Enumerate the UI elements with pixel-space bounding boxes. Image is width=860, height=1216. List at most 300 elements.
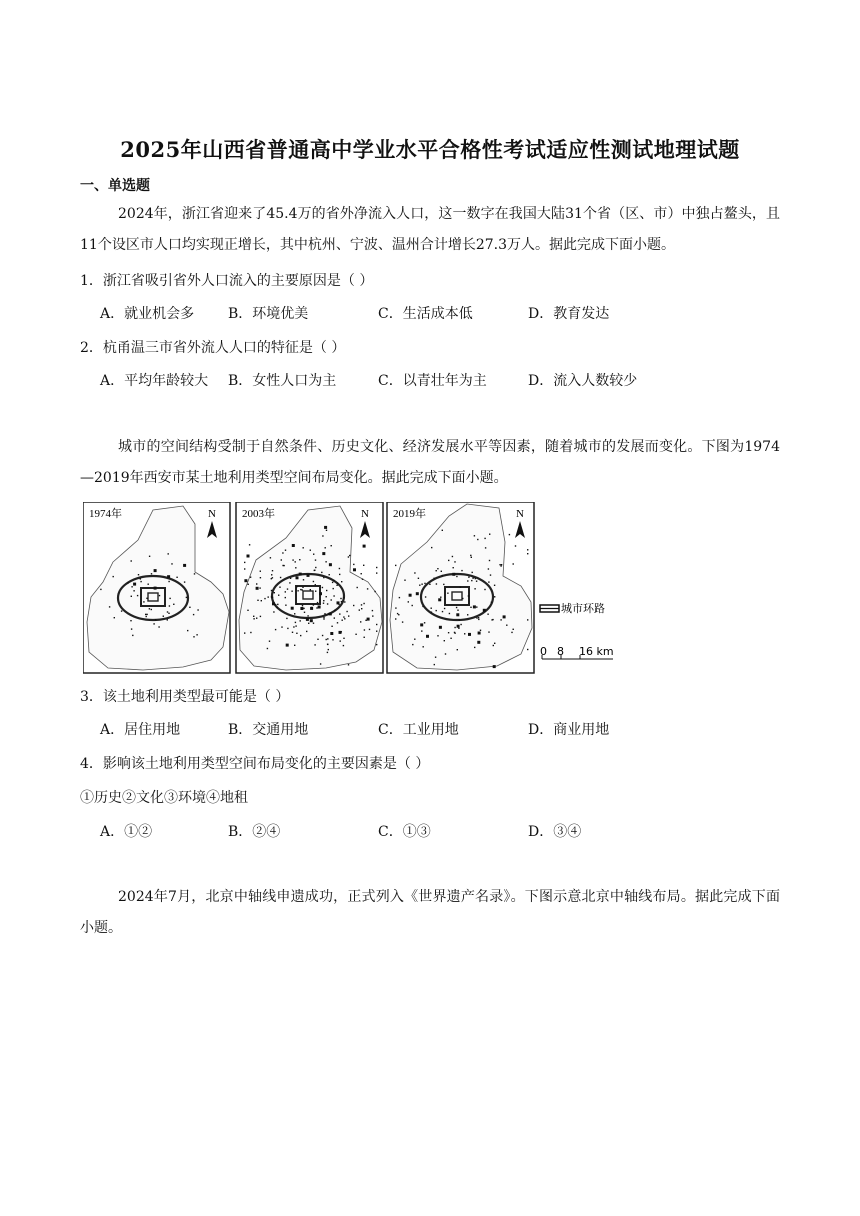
- land-use-patch: [285, 597, 286, 598]
- option-c[interactable]: C．以青壮年为主: [378, 373, 487, 389]
- question-1-options: [100, 303, 740, 325]
- land-use-patch: [285, 591, 286, 592]
- land-use-patch: [310, 550, 311, 551]
- land-use-patch: [249, 544, 250, 545]
- land-use-patch: [326, 596, 327, 597]
- land-use-patch: [490, 574, 491, 575]
- land-use-patch: [454, 633, 455, 634]
- land-use-patch: [270, 557, 271, 558]
- land-use-patch: [437, 568, 438, 569]
- land-use-patch: [163, 616, 164, 617]
- land-use-patch: [267, 648, 268, 649]
- land-use-patch: [426, 635, 429, 638]
- land-use-patch: [317, 602, 318, 603]
- land-use-patch: [286, 644, 289, 647]
- question-1-stem: 1．浙江省吸引省外人口流入的主要原因是（ ）: [80, 273, 374, 289]
- land-use-patch: [489, 534, 490, 535]
- land-use-patch: [329, 563, 332, 566]
- land-use-patch: [310, 589, 311, 590]
- land-use-patch: [323, 603, 324, 604]
- land-use-patch: [328, 649, 329, 650]
- land-use-patch: [340, 598, 341, 599]
- land-use-patch: [476, 581, 477, 582]
- land-use-patch: [148, 584, 149, 585]
- land-use-patch: [260, 616, 261, 617]
- land-use-patch: [300, 607, 303, 610]
- land-use-patch: [332, 582, 333, 583]
- land-use-patch: [275, 629, 276, 630]
- land-use-patch: [414, 639, 415, 640]
- land-use-patch: [277, 604, 278, 605]
- north-label: N: [361, 508, 369, 520]
- land-use-patch: [348, 556, 349, 557]
- land-use-patch: [295, 622, 296, 623]
- land-use-patch: [478, 619, 479, 620]
- land-use-patch: [344, 601, 345, 602]
- land-use-patch: [304, 612, 305, 613]
- land-use-patch: [355, 634, 356, 635]
- land-use-patch: [467, 614, 468, 615]
- option-b[interactable]: B．女性人口为主: [228, 373, 337, 389]
- land-use-patch: [323, 617, 324, 618]
- land-use-patch: [100, 589, 101, 590]
- land-use-patch: [322, 552, 325, 555]
- land-use-patch: [313, 623, 314, 624]
- land-use-patch: [475, 578, 476, 579]
- land-use-patch: [302, 589, 303, 590]
- land-use-patch: [468, 595, 469, 596]
- land-use-patch: [343, 638, 344, 639]
- land-use-patch: [367, 618, 370, 621]
- land-use-patch: [327, 603, 328, 604]
- land-use-patch: [487, 614, 488, 615]
- option-a[interactable]: A．①②: [100, 824, 153, 840]
- land-use-patch: [300, 589, 301, 590]
- land-use-patch: [247, 610, 248, 611]
- land-use-patch: [289, 582, 290, 583]
- land-use-patch: [314, 570, 315, 571]
- land-use-patch: [127, 582, 128, 583]
- land-use-patch: [513, 563, 514, 564]
- land-use-patch: [353, 605, 354, 606]
- land-use-patch: [395, 618, 396, 619]
- land-use-patch: [468, 577, 469, 578]
- land-use-patch: [476, 606, 477, 607]
- land-use-patch: [327, 644, 328, 645]
- land-use-patch: [444, 608, 445, 609]
- land-use-patch: [315, 559, 316, 560]
- land-use-patch: [409, 594, 412, 597]
- section-heading: 一、单选题: [80, 178, 150, 194]
- land-use-patch: [308, 623, 309, 624]
- land-use-patch: [341, 581, 342, 582]
- land-use-patch: [474, 535, 475, 536]
- land-use-patch: [499, 564, 500, 565]
- land-use-patch: [462, 598, 463, 599]
- map-panel-2019: [387, 502, 534, 673]
- land-use-patch: [448, 560, 449, 561]
- land-use-patch: [460, 624, 461, 625]
- scale-label-16: 16 km: [579, 645, 614, 658]
- land-use-patch: [503, 615, 506, 618]
- land-use-patch: [167, 619, 168, 620]
- option-c[interactable]: C．①③: [378, 824, 431, 840]
- land-use-patch: [340, 640, 341, 641]
- land-use-patch: [302, 587, 303, 588]
- land-use-patch: [336, 585, 337, 586]
- option-d[interactable]: D．③④: [528, 824, 582, 840]
- land-use-patch: [402, 621, 403, 622]
- option-a[interactable]: A．居住用地: [100, 722, 181, 738]
- land-use-patch: [292, 559, 293, 560]
- land-use-patch: [320, 663, 321, 664]
- land-use-patch: [295, 561, 296, 562]
- land-use-patch: [197, 609, 198, 610]
- panel-year-label: 2019年: [393, 508, 426, 520]
- land-use-patch: [272, 570, 273, 571]
- land-use-patch: [357, 587, 358, 588]
- land-use-patch: [363, 565, 364, 566]
- land-use-patch: [349, 555, 350, 556]
- land-use-patch: [295, 567, 296, 568]
- land-use-patch: [339, 631, 342, 634]
- land-use-patch: [452, 556, 453, 557]
- question-3-stem: 3．该土地利用类型最可能是（ ）: [80, 689, 290, 705]
- land-use-patch: [436, 610, 437, 611]
- land-use-patch: [325, 561, 326, 562]
- north-label: N: [208, 508, 216, 520]
- land-use-patch: [109, 606, 110, 607]
- land-use-patch: [186, 597, 187, 598]
- land-use-patch: [329, 612, 332, 615]
- land-use-patch: [493, 665, 496, 668]
- land-use-patch: [315, 584, 316, 585]
- land-use-patch: [494, 585, 495, 586]
- land-use-patch: [189, 607, 190, 608]
- land-use-patch: [131, 560, 132, 561]
- land-use-patch: [280, 577, 281, 578]
- land-use-patch: [253, 616, 254, 617]
- land-use-patch: [323, 600, 324, 601]
- land-use-patch: [307, 574, 310, 577]
- land-use-patch: [442, 530, 443, 531]
- land-use-patch: [283, 565, 284, 566]
- land-use-patch: [296, 586, 297, 587]
- land-use-patch: [275, 604, 276, 605]
- land-use-patch: [151, 573, 152, 574]
- scale-label-0: 0: [540, 645, 547, 658]
- land-use-patch: [438, 598, 441, 601]
- passage-2: 城市的空间结构受制于自然条件、历史文化、经济发展水平等因素，随着城市的发展而变化。下图为1974—2019年西安市某土地利用类型空间布局变化。据此完成下面小题。: [80, 439, 780, 486]
- land-use-patch: [321, 572, 322, 573]
- land-use-patch: [513, 629, 514, 630]
- land-use-patch: [274, 592, 275, 593]
- land-use-patch: [365, 620, 366, 621]
- land-use-patch: [149, 608, 150, 609]
- land-use-patch: [294, 613, 295, 614]
- land-use-patch: [452, 573, 455, 576]
- land-use-patch: [296, 576, 299, 579]
- land-use-patch: [333, 580, 334, 581]
- land-use-patch: [422, 606, 423, 607]
- land-use-patch: [327, 652, 328, 653]
- land-use-patch: [331, 626, 332, 627]
- land-use-patch: [303, 608, 304, 609]
- land-use-patch: [361, 573, 362, 574]
- land-use-patch: [362, 579, 363, 580]
- land-use-patch: [334, 610, 335, 611]
- land-use-patch: [464, 633, 465, 634]
- land-use-patch: [359, 609, 360, 610]
- land-use-patch: [445, 653, 446, 654]
- option-d[interactable]: D．教育发达: [528, 306, 610, 322]
- land-use-patch: [480, 630, 481, 631]
- question-4-stem: 4．影响该土地利用类型空间布局变化的主要因素是（ ）: [80, 756, 430, 772]
- land-use-patch: [468, 633, 471, 636]
- land-use-patch: [363, 603, 364, 604]
- land-use-patch: [353, 564, 354, 565]
- land-use-patch: [470, 607, 471, 608]
- land-use-patch: [131, 586, 132, 587]
- land-use-patch: [168, 553, 169, 554]
- land-use-patch: [488, 631, 489, 632]
- land-use-patch: [271, 578, 272, 579]
- land-use-patch: [484, 589, 485, 590]
- land-use-patch: [279, 587, 280, 588]
- land-use-patch: [324, 526, 327, 529]
- land-use-patch: [310, 607, 313, 610]
- land-use-patch: [133, 583, 136, 586]
- land-use-patch: [272, 602, 275, 605]
- land-use-patch: [457, 649, 458, 650]
- land-use-patch: [395, 607, 396, 608]
- land-use-patch: [476, 617, 477, 618]
- land-use-patch: [303, 579, 304, 580]
- land-use-patch: [328, 613, 329, 614]
- land-use-patch: [372, 615, 373, 616]
- land-use-patch: [361, 608, 362, 609]
- land-use-patch: [281, 559, 282, 560]
- land-use-patch: [145, 614, 146, 615]
- land-use-patch: [454, 627, 455, 628]
- land-use-patch: [337, 622, 338, 623]
- land-use-patch: [353, 568, 356, 571]
- land-use-patch: [132, 635, 133, 636]
- land-use-patch: [444, 640, 445, 641]
- land-use-patch: [317, 639, 318, 640]
- option-a[interactable]: A．就业机会多: [100, 306, 195, 322]
- land-use-patch: [319, 592, 322, 595]
- land-use-patch: [343, 597, 344, 598]
- land-use-patch: [248, 584, 249, 585]
- land-use-patch: [196, 634, 197, 635]
- land-use-patch: [454, 561, 455, 562]
- land-use-patch: [423, 646, 424, 647]
- land-use-patch: [247, 555, 250, 558]
- land-use-patch: [290, 578, 291, 579]
- option-a[interactable]: A．平均年龄较大: [100, 373, 209, 389]
- land-use-patch: [323, 577, 324, 578]
- land-use-patch: [334, 617, 335, 618]
- land-use-patch: [167, 611, 168, 612]
- land-use-patch: [299, 559, 300, 560]
- land-use-patch: [313, 554, 314, 555]
- land-use-patch: [146, 616, 147, 617]
- land-use-patch: [141, 603, 142, 604]
- land-use-patch: [282, 552, 283, 553]
- land-use-patch: [287, 628, 288, 629]
- land-use-patch: [261, 600, 262, 601]
- land-use-patch: [302, 605, 303, 606]
- land-use-patch: [429, 584, 430, 585]
- land-use-patch: [287, 588, 288, 589]
- land-use-patch: [404, 580, 405, 581]
- land-use-patch: [113, 576, 114, 577]
- option-d[interactable]: D．商业用地: [528, 722, 610, 738]
- land-use-patch: [511, 632, 512, 633]
- land-use-patch: [323, 618, 324, 619]
- land-use-patch: [314, 644, 315, 645]
- land-use-patch: [155, 619, 156, 620]
- option-c[interactable]: C．生活成本低: [378, 306, 473, 322]
- land-use-patch: [376, 644, 377, 645]
- land-use-patch: [485, 547, 486, 548]
- land-use-patch: [315, 591, 316, 592]
- land-use-patch: [315, 567, 316, 568]
- land-use-patch: [364, 637, 365, 638]
- land-use-patch: [488, 568, 489, 569]
- land-use-patch: [276, 607, 277, 608]
- option-d[interactable]: D．流入人数较少: [528, 373, 638, 389]
- land-use-patch: [154, 569, 157, 572]
- land-use-patch: [408, 601, 409, 602]
- land-use-patch: [183, 564, 186, 567]
- land-use-patch: [431, 608, 432, 609]
- land-use-patch: [458, 628, 459, 629]
- land-use-patch: [333, 595, 334, 596]
- land-use-patch: [293, 626, 294, 627]
- land-use-patch: [471, 557, 472, 558]
- land-use-patch: [264, 598, 265, 599]
- land-use-patch: [447, 593, 448, 594]
- land-use-patch: [257, 600, 258, 601]
- land-use-patch: [461, 570, 462, 571]
- option-b[interactable]: B．②④: [228, 824, 281, 840]
- option-c[interactable]: C．工业用地: [378, 722, 459, 738]
- land-use-patch: [431, 547, 432, 548]
- land-use-patch: [367, 588, 368, 589]
- land-use-patch: [167, 575, 170, 578]
- land-use-patch: [259, 587, 260, 588]
- land-use-patch: [332, 639, 333, 640]
- land-use-patch: [456, 607, 457, 608]
- land-use-patch: [527, 649, 528, 650]
- land-use-patch: [326, 639, 327, 640]
- land-use-patch: [176, 577, 177, 578]
- land-use-patch: [269, 641, 270, 642]
- land-use-patch: [346, 611, 347, 612]
- land-use-patch: [425, 596, 426, 597]
- land-use-patch: [158, 626, 159, 627]
- land-use-patch: [343, 616, 344, 617]
- option-b[interactable]: B．交通用地: [228, 722, 309, 738]
- land-use-patch: [143, 601, 144, 602]
- land-use-patch: [292, 632, 293, 633]
- land-use-patch: [484, 538, 485, 539]
- land-use-patch: [342, 620, 343, 621]
- land-use-patch: [459, 619, 460, 620]
- land-use-patch: [448, 632, 449, 633]
- land-use-patch: [493, 645, 494, 646]
- land-use-patch: [435, 657, 436, 658]
- land-use-patch: [154, 587, 157, 590]
- land-use-patch: [193, 614, 194, 615]
- panel-year-label: 2003年: [242, 508, 275, 520]
- land-use-patch: [326, 530, 327, 531]
- land-use-patch: [478, 617, 479, 618]
- land-use-patch: [338, 604, 339, 605]
- land-use-patch: [329, 574, 330, 575]
- land-use-patch: [137, 595, 138, 596]
- land-use-patch: [348, 664, 349, 665]
- land-use-patch: [339, 574, 340, 575]
- land-use-patch: [256, 587, 259, 590]
- land-use-patch: [310, 619, 313, 622]
- land-use-patch: [376, 572, 377, 573]
- land-use-patch: [322, 635, 323, 636]
- land-use-patch: [491, 619, 492, 620]
- land-use-patch: [398, 614, 399, 615]
- land-use-patch: [260, 577, 261, 578]
- land-use-patch: [419, 585, 420, 586]
- land-use-patch: [256, 618, 257, 619]
- question-2-stem: 2．杭甬温三市省外流人人口的特征是（ ）: [80, 340, 346, 356]
- scale-label-8: 8: [557, 645, 564, 658]
- land-use-patch: [491, 602, 492, 603]
- land-use-patch: [412, 605, 413, 606]
- land-use-patch: [244, 562, 245, 563]
- land-use-patch: [114, 617, 115, 618]
- land-use-patch: [318, 606, 319, 607]
- land-use-patch: [307, 615, 308, 616]
- land-use-patch: [442, 575, 443, 576]
- land-use-patch: [313, 604, 314, 605]
- land-use-patch: [300, 620, 301, 621]
- land-use-patch: [397, 613, 398, 614]
- land-use-patch: [159, 595, 160, 596]
- land-use-patch: [168, 581, 169, 582]
- option-b[interactable]: B．环境优美: [228, 306, 309, 322]
- land-use-patch: [421, 630, 422, 631]
- land-use-patch: [294, 645, 295, 646]
- land-use-patch: [436, 583, 437, 584]
- land-use-patch: [244, 568, 245, 569]
- land-use-patch: [467, 580, 468, 581]
- land-use-patch: [285, 605, 286, 606]
- land-use-patch: [194, 573, 195, 574]
- land-use-patch: [326, 590, 327, 591]
- land-use-patch: [471, 580, 472, 581]
- land-use-patch: [168, 613, 169, 614]
- land-use-patch: [306, 618, 309, 621]
- land-use-patch: [494, 596, 495, 597]
- land-use-patch: [331, 599, 332, 600]
- land-use-patch: [372, 610, 373, 611]
- land-use-patch: [433, 578, 434, 579]
- land-use-patch: [474, 588, 475, 589]
- land-use-patch: [339, 613, 340, 614]
- land-use-patch: [193, 636, 194, 637]
